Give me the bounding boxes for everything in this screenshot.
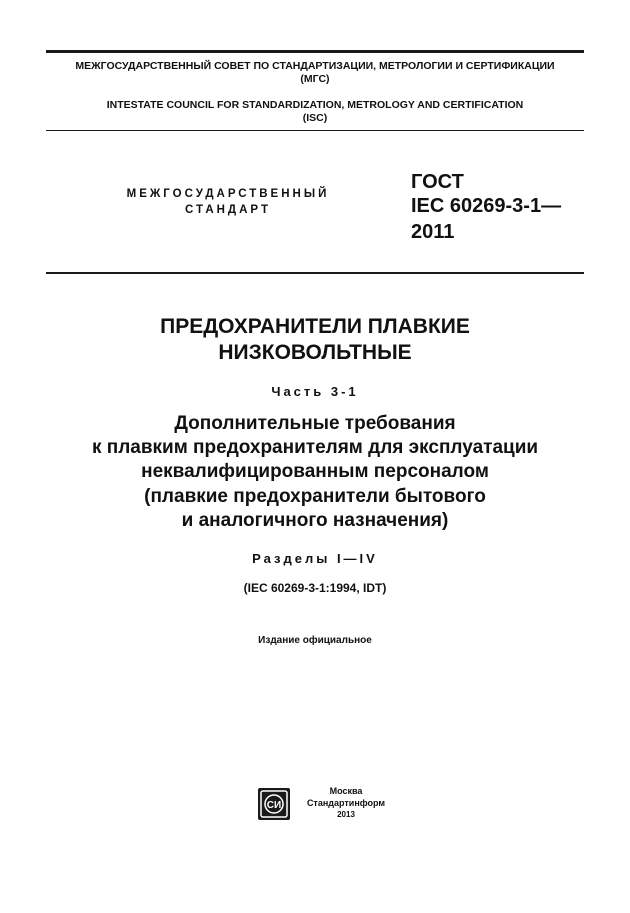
standard-type-line2: СТАНДАРТ [185, 204, 271, 216]
edition-note: Издание официальное [258, 635, 372, 646]
designation-divider [46, 272, 584, 274]
top-rule [46, 50, 584, 53]
council-ru-abbr: (МГС) [300, 73, 330, 85]
subtitle-line5: и аналогичного назначения) [181, 510, 449, 531]
sections-label: Разделы I—IV [252, 551, 378, 566]
council-en-abbr: (ISC) [302, 112, 328, 124]
standartinform-logo-icon [258, 788, 290, 820]
part-label: Часть 3-1 [271, 384, 359, 399]
logo-letters: СИ [266, 800, 282, 811]
iec-reference: (IEC 60269-3-1:1994, IDT) [243, 581, 387, 595]
designation-gost: ГОСТ [411, 171, 464, 193]
subtitle-line4: (плавкие предохранители бытового [144, 486, 486, 507]
council-en-name: INTESTATE COUNCIL FOR STANDARDIZATION, METROLOGY AND CERTIFICATION [106, 99, 524, 111]
publisher-name: Стандартинформ [306, 798, 386, 808]
designation-year: 2011 [411, 221, 455, 243]
subtitle-line1: Дополнительные требования [174, 413, 456, 434]
header-divider [46, 130, 584, 131]
publisher-city: Москва [329, 786, 363, 796]
title-line2: НИЗКОВОЛЬТНЫЕ [218, 341, 412, 364]
title-line1: ПРЕДОХРАНИТЕЛИ ПЛАВКИЕ [160, 315, 470, 338]
subtitle-line2: к плавким предохранителям для эксплуатации [91, 437, 539, 458]
standartinform-logo [258, 788, 290, 820]
standard-type-line1: МЕЖГОСУДАРСТВЕННЫЙ [126, 188, 330, 200]
subtitle-line3: неквалифицированным персоналом [141, 461, 489, 482]
designation-number: IEC 60269-3-1— [411, 195, 562, 217]
council-ru-name: МЕЖГОСУДАРСТВЕННЫЙ СОВЕТ ПО СТАНДАРТИЗАЦИИ, МЕТРОЛОГИИ И СЕРТИФИКАЦИИ [75, 60, 555, 72]
publisher-year: 2013 [337, 810, 355, 819]
